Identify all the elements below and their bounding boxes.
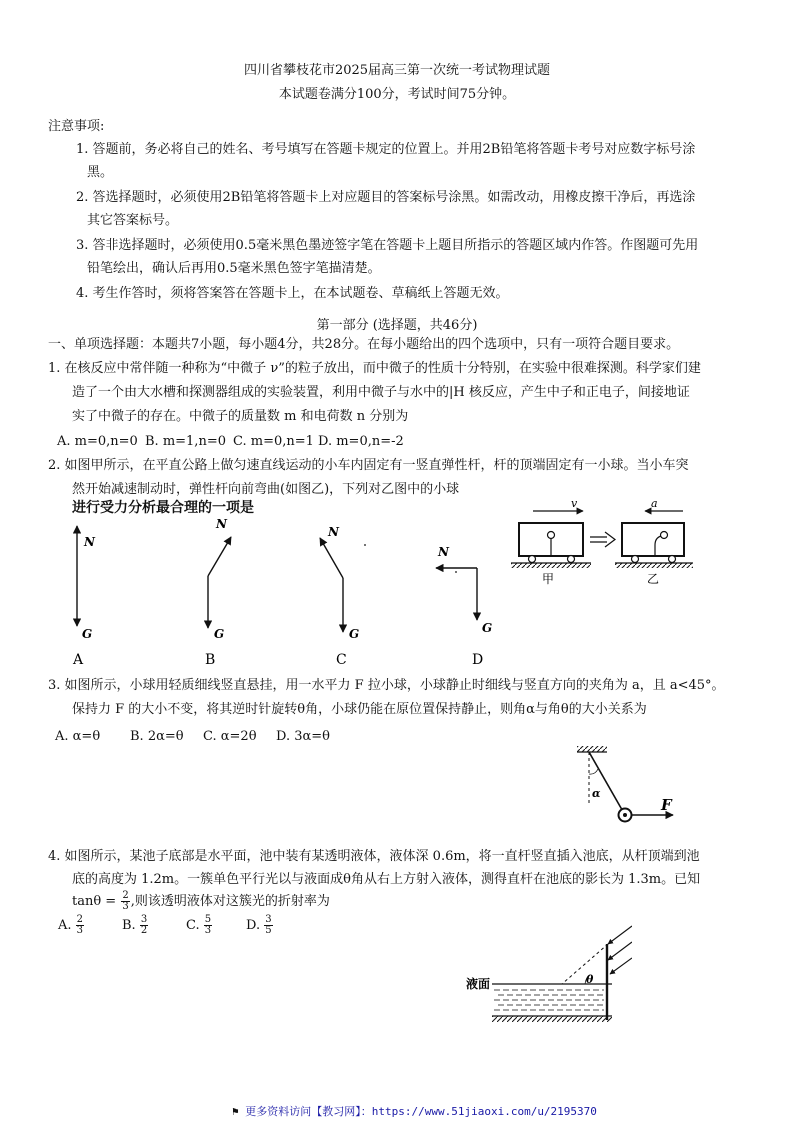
part1-title: 第一部分 (选择题，共46分) <box>316 318 478 333</box>
notice-item-3-line2: 铅笔绘出，确认后再用0.5毫米黑色签字笔描清楚。 <box>87 261 381 276</box>
notice-item-2-line2: 其它答案标号。 <box>87 213 179 228</box>
q1-option-b: B. m=1,n=0 <box>145 434 226 449</box>
q2-c-n-label: N <box>328 525 339 539</box>
q4-option-c: C. $\frac{5}{3}$ <box>186 914 212 936</box>
q1-line1: 1. 在核反应中常伴随一种称为“中微子 ν”的粒子放出，而中微子的性质十分特别，在实验中很难探测。科学家们建 <box>48 361 701 376</box>
flag-icon: ⚑ <box>232 1105 239 1118</box>
q2-a-n-label: N <box>84 535 95 549</box>
q2-c-g-label: G <box>349 627 360 641</box>
q2-b-g-label: G <box>214 627 225 641</box>
notice-heading: 注意事项: <box>48 119 105 134</box>
footer-text: 更多资料访问【教习网】：https://www.51jiaoxi.com/u/2195370 <box>245 1105 597 1118</box>
q4-option-b: B. $\frac{3}{2}$ <box>122 914 148 936</box>
q4-option-a: A. $\frac{2}{3}$ <box>58 914 84 936</box>
section-heading: 一、单项选择题：本题共7小题，每小题4分，共28分。在每小题给出的四个选项中，只有一项符合题目要求。 <box>48 337 680 352</box>
q4-tan-fraction <box>121 891 129 912</box>
notice-item-1-line2: 黑。 <box>87 165 114 180</box>
q1-option-d: D. m=0,n=-2 <box>318 434 404 449</box>
q4-surface-label: 液面 <box>466 977 491 991</box>
q4-line2: 底的高度为 1.2m。一簇单色平行光以与液面成θ角从右上方射入液体，测得直杆在池底的影长为 1.3m。已知 <box>72 872 701 887</box>
q2-option-b-diagram <box>205 517 231 668</box>
q2-option-c-diagram <box>320 525 366 668</box>
q3-alpha-label: α <box>592 787 601 800</box>
q3-line2: 保持力 F 的大小不变，将其逆时针旋转θ角，小球仍能在原位置保持静止，则角α与角θ的大小关系为 <box>72 702 647 717</box>
q4-tan-den: 3 <box>122 901 129 912</box>
q4-theta-label: θ <box>586 973 594 986</box>
q3-option-d: D. 3α=θ <box>276 729 330 744</box>
q4-figure <box>462 922 632 1030</box>
exam-subtitle: 本试题卷满分100分，考试时间75分钟。 <box>278 87 516 102</box>
cart-jia <box>511 497 591 585</box>
q1-option-c: C. m=0,n=1 <box>233 434 314 449</box>
q2-label-b: B <box>205 652 216 668</box>
notice-item-1-line1: 1. 答题前，务必将自己的姓名、考号填写在答题卡规定的位置上。并用2B铅笔将答题卡考号对应数字标号涂 <box>76 142 696 157</box>
q2-option-a-diagram <box>72 526 96 668</box>
q2-b-n-label: N <box>216 517 227 531</box>
q4-option-d: D. $\frac{3}{5}$ <box>246 914 272 936</box>
q2-cart-figure <box>505 495 700 585</box>
notice-item-2-line1: 2. 答选择题时，必须使用2B铅笔将答题卡上对应题目的答案标号涂黑。如需改动，用橡皮擦干净后，再选涂 <box>76 190 696 205</box>
q2-label-a: A <box>73 652 84 668</box>
q2-bold-line: 进行受力分析最合理的一项是 <box>72 500 254 516</box>
q2-label-c: C <box>336 652 347 668</box>
q3-option-c: C. α=2θ <box>203 729 257 744</box>
q4-tan-prefix: tanθ = <box>72 894 117 909</box>
cart-yi-label: 乙 <box>647 572 660 585</box>
q3-force-label: F <box>661 796 672 814</box>
q2-d-n-label: N <box>438 545 449 559</box>
q3-figure <box>565 744 685 829</box>
q2-line2: 然开始减速制动时，弹性杆向前弯曲(如图乙)，下列对乙图中的小球 <box>72 482 460 497</box>
q4-tan-suffix: ,则该透明液体对这簇光的折射率为 <box>130 894 330 909</box>
q3-line1: 3. 如图所示，小球用轻质细线竖直悬挂，用一水平力 F 拉小球，小球静止时细线与竖直方向的夹角为 a，且 a<45°。 <box>48 678 725 693</box>
q4-tan-num: 2 <box>122 890 129 901</box>
q1-option-a: A. m=0,n=0 <box>57 434 138 449</box>
q2-option-d-diagram <box>436 545 492 668</box>
footer-link[interactable] <box>232 1103 597 1119</box>
q2-label-d: D <box>472 652 484 668</box>
q1-line3: 实了中微子的存在。中微子的质量数 m 和电荷数 n 分别为 <box>72 409 409 424</box>
q2-a-g-label: G <box>82 627 93 641</box>
cart-jia-label: 甲 <box>542 572 555 585</box>
cart-a-label: a <box>651 497 658 510</box>
cart-v-label: v <box>571 497 578 510</box>
q4-tan-line <box>72 891 330 912</box>
q3-option-b: B. 2α=θ <box>130 729 184 744</box>
q4-line1: 4. 如图所示，某池子底部是水平面，池中装有某透明液体，液体深 0.6m，将一直杆竖直插入池底，从杆顶端到池 <box>48 849 700 864</box>
q2-line1: 2. 如图甲所示，在平直公路上做匀速直线运动的小车内固定有一竖直弹性杆，杆的顶端固定有一小球。当小车突 <box>48 458 689 473</box>
notice-item-4: 4. 考生作答时，须将答案答在答题卡上，在本试题卷、草稿纸上答题无效。 <box>76 286 509 301</box>
q2-d-g-label: G <box>482 621 493 635</box>
q1-line2: 造了一个由大水槽和探测器组成的实验装置，利用中微子与水中的|H 核反应，产生中子和正电子，间接地证 <box>72 385 690 400</box>
notice-item-3-line1: 3. 答非选择题时，必须使用0.5毫米黑色墨迹签字笔在答题卡上题目所指示的答题区域内作答。作图题可先用 <box>76 238 699 253</box>
transition-arrow <box>590 532 615 547</box>
q3-option-a: A. α=θ <box>55 729 101 744</box>
exam-title: 四川省攀枝花市2025届高三第一次统一考试物理试题 <box>243 63 551 78</box>
cart-yi <box>615 497 693 585</box>
